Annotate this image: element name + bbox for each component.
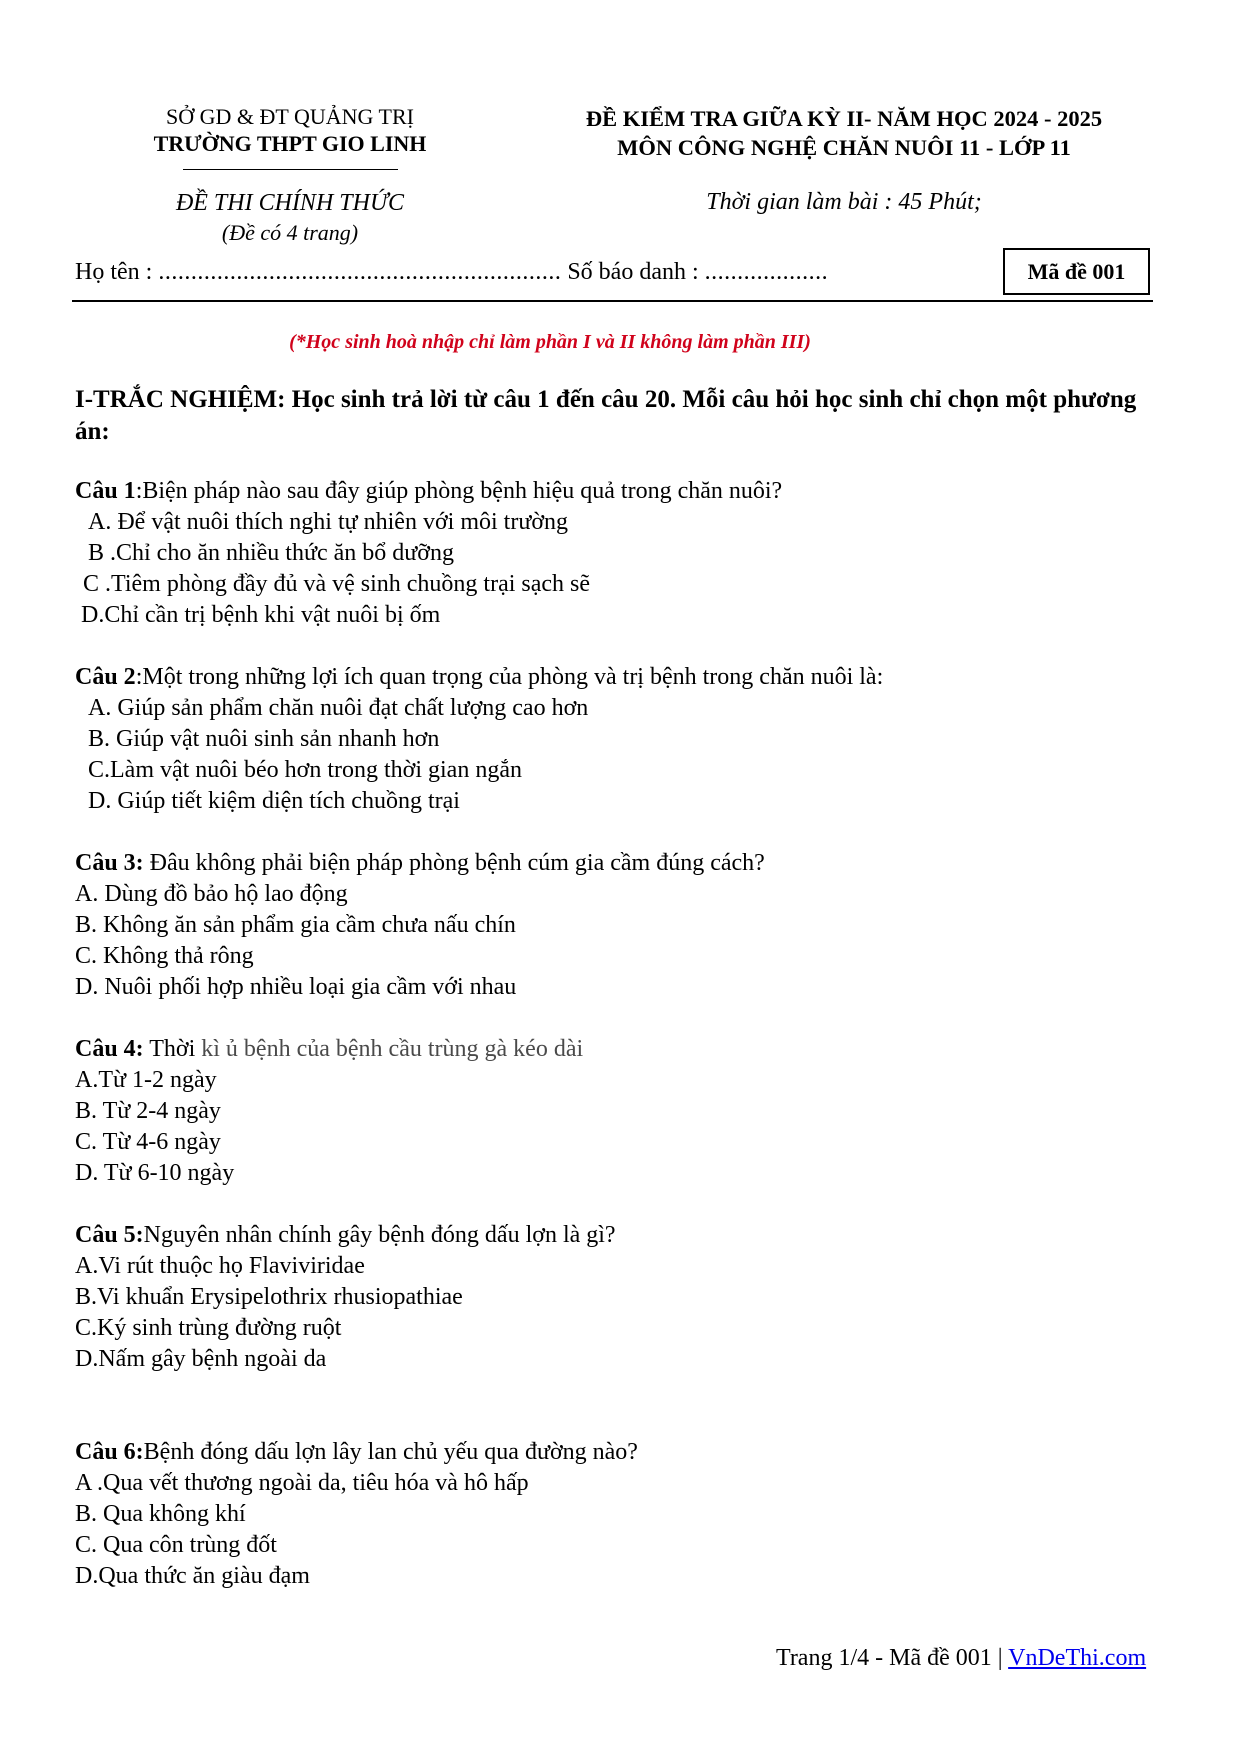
question-6: [75, 1437, 1155, 1592]
question-label: Câu 6:: [75, 1439, 144, 1465]
option-c: C. Qua côn trùng đốt: [75, 1532, 277, 1558]
option-d: D.Nấm gây bệnh ngoài da: [75, 1346, 327, 1372]
question-1: [75, 476, 1155, 631]
option-b: B. Giúp vật nuôi sinh sản nhanh hơn: [88, 726, 440, 752]
exam-code-box: Mã đề 001: [1003, 248, 1150, 295]
question-text-cont: kì ủ bệnh của bệnh cầu trùng gà kéo dài: [195, 1036, 584, 1062]
option-a: A.Vi rút thuộc họ Flaviviridae: [75, 1253, 365, 1279]
page-count-note: (Đề có 4 trang): [221, 220, 359, 245]
official-label: ĐỀ THI CHÍNH THỨC: [175, 190, 405, 216]
option-d: D.Qua thức ăn giàu đạm: [75, 1563, 310, 1589]
option-b: B. Từ 2-4 ngày: [75, 1098, 221, 1124]
option-a: A .Qua vết thương ngoài da, tiêu hóa và hô hấp: [75, 1470, 529, 1496]
header-divider: [183, 169, 398, 170]
option-c: C.Ký sinh trùng đường ruột: [75, 1315, 342, 1341]
department-name: SỞ GD & ĐT QUẢNG TRỊ: [166, 104, 414, 129]
inclusion-note: (*Học sinh hoà nhập chỉ làm phần I và II không làm phần III): [289, 331, 811, 353]
option-a: A.Từ 1-2 ngày: [75, 1067, 217, 1093]
question-3: [75, 848, 1155, 1003]
page-footer: [776, 1645, 1146, 1672]
option-a: A. Để vật nuôi thích nghi tự nhiên với môi trường: [88, 509, 569, 535]
question-4: [75, 1034, 1155, 1189]
question-label: Câu 1: [75, 478, 136, 504]
student-info-line: [75, 259, 828, 286]
question-2: [75, 662, 1155, 817]
option-d: D.Chỉ cần trị bệnh khi vật nuôi bị ốm: [81, 602, 441, 628]
option-b: B.Vi khuẩn Erysipelothrix rhusiopathiae: [75, 1284, 463, 1310]
subject-title: MÔN CÔNG NGHỆ CHĂN NUÔI 11 - LỚP 11: [617, 135, 1071, 160]
exam-title: ĐỀ KIỂM TRA GIỮA KỲ II- NĂM HỌC 2024 - 2025: [585, 106, 1103, 131]
option-d: D. Nuôi phối hợp nhiều loại gia cầm với nhau: [75, 974, 517, 1000]
header-bottom-rule: [72, 300, 1153, 302]
question-list: [75, 476, 1155, 1592]
question-text: Bệnh đóng dấu lợn lây lan chủ yếu qua đường nào?: [143, 1439, 638, 1465]
option-a: A. Dùng đồ bảo hộ lao động: [75, 881, 348, 907]
question-label: Câu 2: [75, 664, 136, 690]
exam-header: [548, 106, 1140, 216]
question-label: Câu 3:: [75, 850, 144, 876]
question-label: Câu 4:: [75, 1036, 144, 1062]
exam-duration: Thời gian làm bài : 45 Phút;: [706, 189, 982, 215]
question-text: :Một trong những lợi ích quan trọng của phòng và trị bệnh trong chăn nuôi là:: [135, 664, 884, 690]
section-title: I-TRẮC NGHIỆM: Học sinh trả lời từ câu 1 đến câu 20. Mỗi câu hỏi học sinh chỉ chọn một phương án:: [75, 386, 1137, 445]
option-a: A. Giúp sản phẩm chăn nuôi đạt chất lượng cao hơn: [88, 695, 589, 721]
option-c: C.Làm vật nuôi béo hơn trong thời gian ngắn: [88, 757, 522, 783]
option-c: C. Từ 4-6 ngày: [75, 1129, 221, 1155]
option-d: D. Từ 6-10 ngày: [75, 1160, 235, 1186]
name-label: Họ tên :: [75, 259, 153, 285]
question-text: Nguyên nhân chính gây bệnh đóng dấu lợn là gì?: [143, 1222, 616, 1248]
id-field: ...................: [704, 259, 829, 285]
option-c: C. Không thả rông: [75, 943, 254, 969]
question-text: :Biện pháp nào sau đây giúp phòng bệnh hiệu quả trong chăn nuôi?: [135, 478, 783, 504]
question-5: [75, 1220, 1155, 1375]
option-b: B .Chỉ cho ăn nhiều thức ăn bổ dưỡng: [88, 540, 454, 566]
site-link[interactable]: VnDeThi.com: [1008, 1645, 1147, 1671]
id-label: Số báo danh :: [567, 259, 699, 285]
question-label: Câu 5:: [75, 1222, 144, 1248]
school-header: [135, 104, 445, 246]
school-name: TRƯỜNG THPT GIO LINH: [153, 131, 427, 156]
option-b: B. Không ăn sản phẩm gia cầm chưa nấu chín: [75, 912, 516, 938]
option-c: C .Tiêm phòng đầy đủ và vệ sinh chuồng trại sạch sẽ: [83, 571, 591, 597]
question-text: Đâu không phải biện pháp phòng bệnh cúm gia cầm đúng cách?: [143, 850, 765, 876]
page-info: Trang 1/4 - Mã đề 001 |: [776, 1645, 1009, 1671]
option-d: D. Giúp tiết kiệm diện tích chuồng trại: [88, 788, 460, 814]
option-b: B. Qua không khí: [75, 1501, 246, 1527]
question-text: Thời: [143, 1036, 196, 1062]
name-field: ..............................................................: [158, 259, 562, 285]
